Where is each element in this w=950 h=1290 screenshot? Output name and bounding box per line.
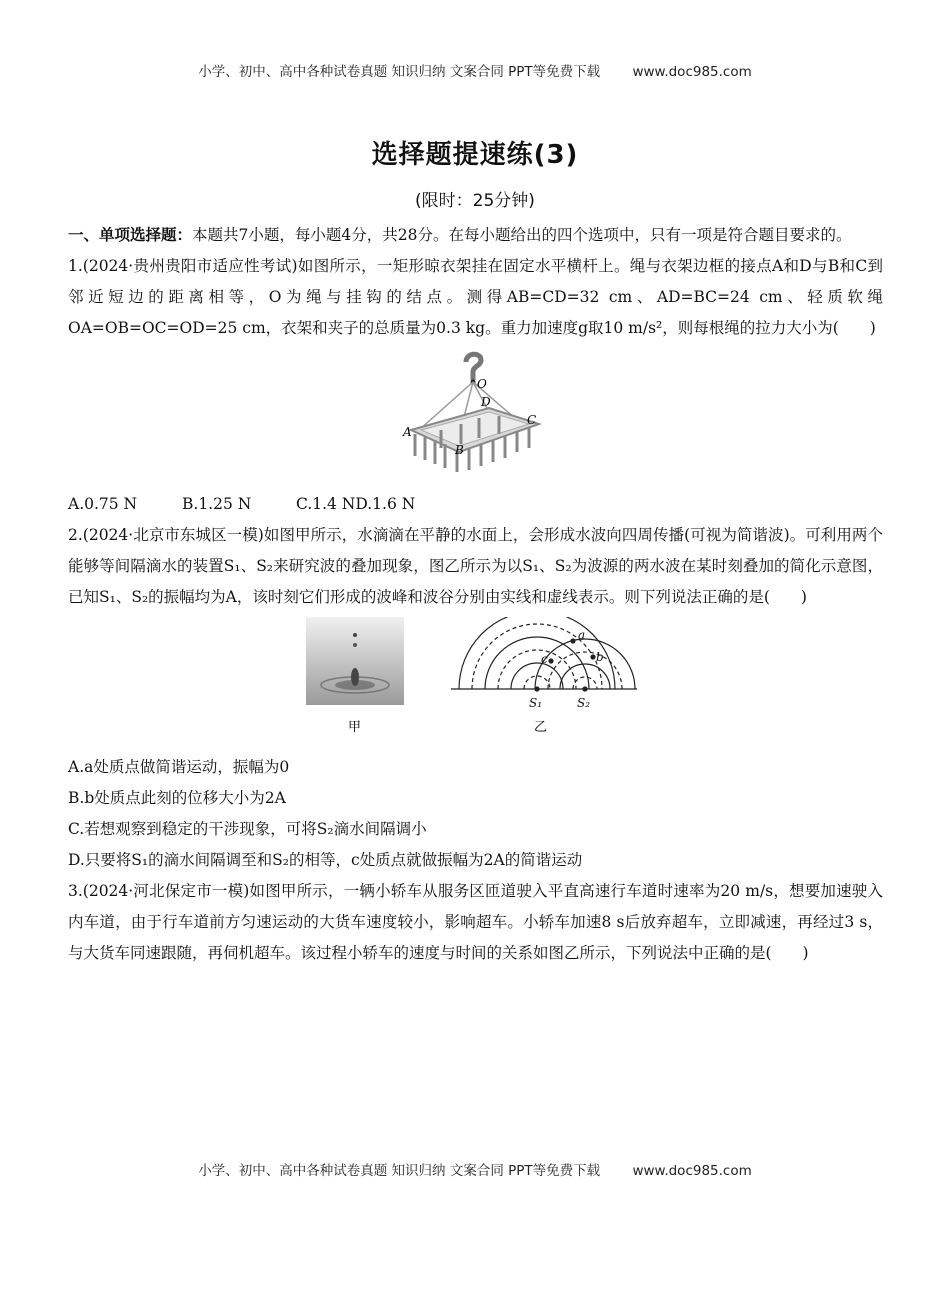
question-3 xyxy=(68,876,883,969)
q1-option-d[interactable]: D.1.6 N xyxy=(355,495,416,513)
label-a: A xyxy=(402,425,412,439)
q2-figure-row xyxy=(68,617,883,750)
question-1 xyxy=(68,251,883,344)
q2-source: 2.(2024·北京市东城区一模) xyxy=(68,526,264,544)
wave-figures xyxy=(306,617,646,739)
label-a: a xyxy=(577,628,585,642)
document-body xyxy=(68,220,883,969)
q2-option-a[interactable]: A.a处质点做简谐运动，振幅为0 xyxy=(68,758,290,776)
label-c: c xyxy=(540,652,548,666)
footer-text: 小学、初中、高中各种试卷真题 知识归纳 文案合同 PPT等免费下载 xyxy=(198,1163,601,1179)
label-d: D xyxy=(480,395,491,409)
question-2 xyxy=(68,520,883,613)
section-body: 本题共7小题，每小题4分，共28分。在每小题给出的四个选项中，只有一项是符合题目要求的。 xyxy=(192,226,852,244)
label-s1: S₁ xyxy=(528,696,542,710)
q1-option-b[interactable]: B.1.25 N xyxy=(182,495,252,513)
page-title: 选择题提速练(3) xyxy=(371,140,579,170)
q1-source: 1.(2024·贵州贵阳市适应性考试) xyxy=(68,257,298,275)
q2-option-b[interactable]: B.b处质点此刻的位移大小为2A xyxy=(68,789,286,807)
q3-text: 如图甲所示，一辆小轿车从服务区匝道驶入平直高速行车道时速率为20 m/s，想要加速驶入内车道，由于行车道前方匀速运动的大货车速度较小，影响超车。小轿车加速8 s后放弃超车，立即减速，再经过3 s，与大货车同速跟随，再伺机超车。该过程小轿车的速度与时间的关系如图乙所示，下列说法中正确的是( ) xyxy=(68,882,883,962)
label-s2: S₂ xyxy=(576,696,590,710)
page-header xyxy=(0,60,950,80)
q2-text: 如图甲所示，水滴滴在平静的水面上，会形成水波向四周传播(可视为简谐波)。可利用两个能够等间隔滴水的装置S₁、S₂来研究波的叠加现象，图乙所示为以S₁、S₂为波源的两水波在某时刻叠加的简化示意图，已知S₁、S₂的振幅均为A，该时刻它们形成的波峰和波谷分别由实线和虚线表示。则下列说法正确的是( ) xyxy=(68,526,883,606)
q1-text: 如图所示，一矩形晾衣架挂在固定水平横杆上。绳与衣架边框的接点A和D与B和C到邻近短边的距离相等，O为绳与挂钩的结点。测得AB=CD=32 cm、AD=BC=24 cm、轻质软绳OA=OB=OC=OD=25 cm，衣架和夹子的总质量为0.3 kg。重力加速度g取10 m/s²，则每根绳的拉力大小为( ) xyxy=(68,257,883,337)
q1-figure-row xyxy=(68,348,883,487)
section-head: 一、单项选择题： xyxy=(68,226,193,244)
page-footer xyxy=(0,1159,950,1179)
water-drop-photo xyxy=(306,617,404,705)
header-url[interactable]: www.doc985.com xyxy=(632,64,752,80)
q2-option-d[interactable]: D.只要将S₁的滴水间隔调至和S₂的相等，c处质点就做振幅为2A的简谐运动 xyxy=(68,851,583,869)
q1-option-c[interactable]: C.1.4 N xyxy=(296,495,356,513)
q1-option-a[interactable]: A.0.75 N xyxy=(68,495,138,513)
figure-yi-label: 乙 xyxy=(533,720,547,735)
label-c: C xyxy=(526,413,536,427)
time-limit: (限时：25分钟) xyxy=(415,191,535,211)
header-text: 小学、初中、高中各种试卷真题 知识归纳 文案合同 PPT等免费下载 xyxy=(198,64,601,80)
section-intro xyxy=(68,220,883,251)
clothes-hanger-figure xyxy=(401,348,551,476)
label-b: B xyxy=(454,443,464,457)
q3-source: 3.(2024·河北保定市一模) xyxy=(68,882,250,900)
label-b: b xyxy=(595,650,604,664)
q1-options xyxy=(68,489,883,520)
q2-option-c[interactable]: C.若想观察到稳定的干涉现象，可将S₂滴水间隔调小 xyxy=(68,820,427,838)
figure-jia-label: 甲 xyxy=(347,720,361,735)
label-o: O xyxy=(476,377,487,391)
footer-url[interactable]: www.doc985.com xyxy=(632,1163,752,1179)
